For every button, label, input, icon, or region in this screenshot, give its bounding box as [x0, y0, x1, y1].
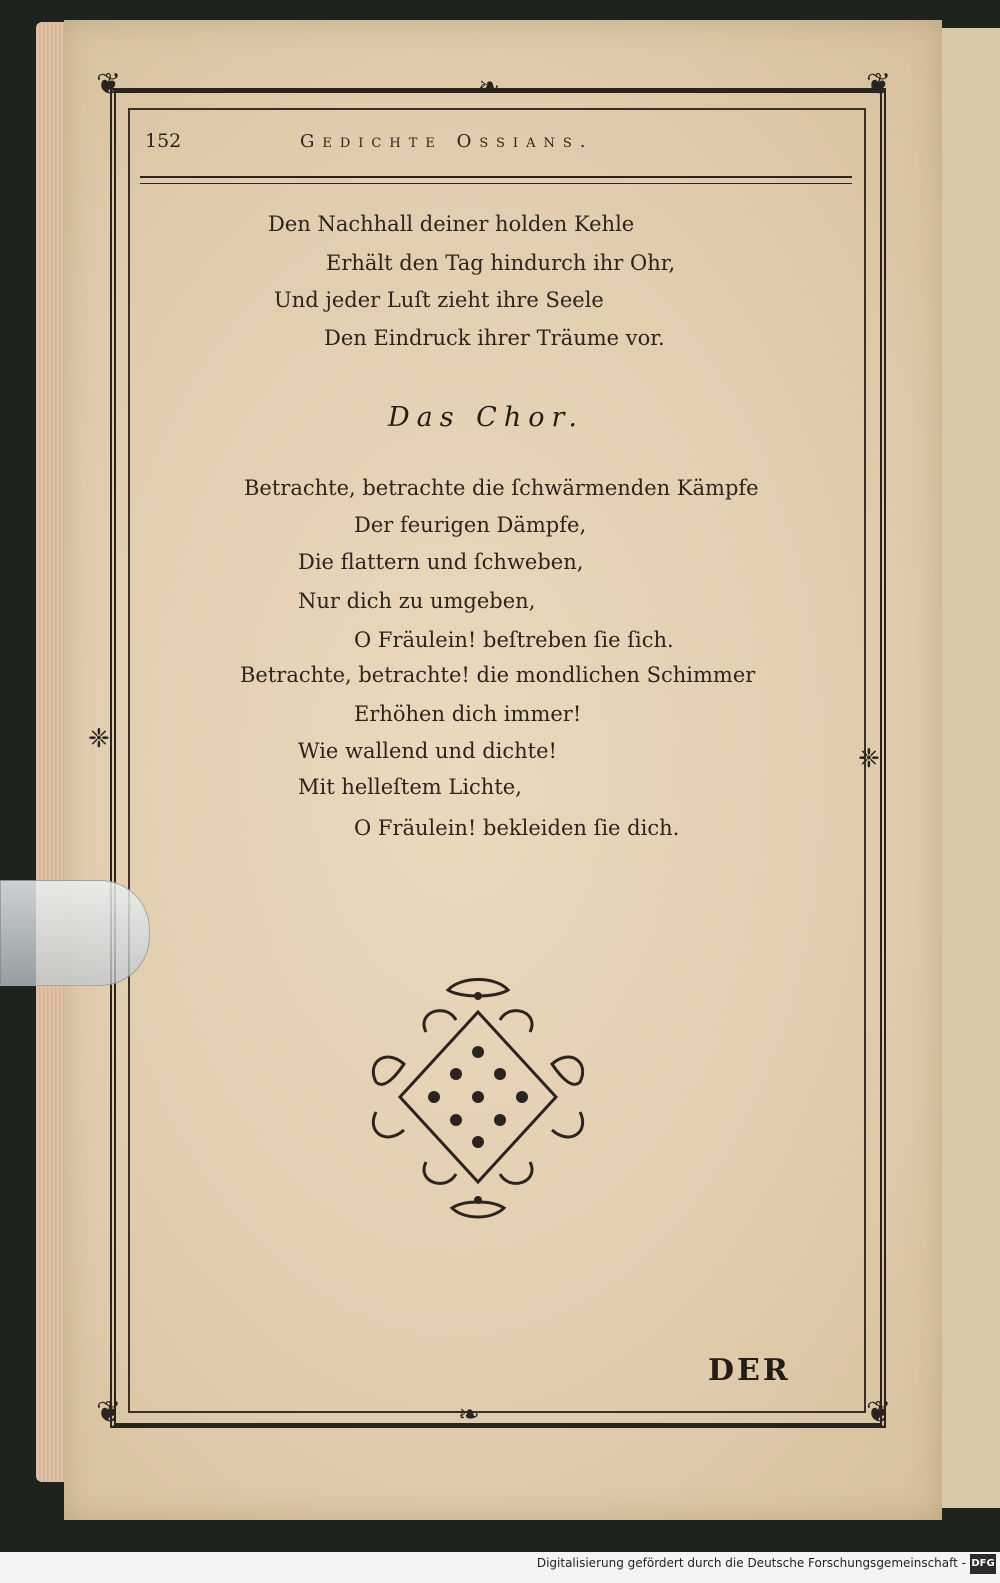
verse-line: Wie wallend und dichte! [298, 739, 557, 763]
verse-line: Erhält den Tag hindurch ihr Ohr, [326, 251, 676, 275]
top-center-ornament-icon: ❧ [478, 72, 500, 102]
verse-line: Der feurigen Dämpfe, [354, 513, 587, 537]
corner-ornament-icon: ❦ [96, 67, 122, 102]
corner-ornament-icon: ❦ [96, 1395, 122, 1430]
verse-line: Betrachte, betrachte die ſchwärmenden Kämpfe [244, 476, 759, 500]
verse-line: Den Nachhall deiner holden Kehle [268, 212, 635, 236]
bottom-center-ornament-icon: ❧ [458, 1400, 480, 1430]
verse-line: Die flattern und ſchweben, [298, 550, 584, 574]
floral-vignette-icon [356, 972, 600, 1222]
verse-line: O Fräulein! bekleiden ſie dich. [354, 816, 680, 840]
verse-line: Erhöhen dich immer! [354, 702, 582, 726]
header-rule [140, 176, 852, 184]
verse-line: Mit helleſtem Lichte, [298, 775, 522, 799]
page-number: 152 [145, 130, 182, 152]
right-side-ornament-icon: ❈ [858, 744, 880, 774]
verse-line: Den Eindruck ihrer Träume vor. [324, 326, 665, 350]
corner-ornament-icon: ❦ [866, 1395, 892, 1430]
left-side-ornament-icon: ❈ [88, 724, 110, 754]
verse-line: Betrachte, betrachte! die mondlichen Schimmer [240, 663, 756, 687]
footer-credit: Digitalisierung gefördert durch die Deutsche Forschungsgemeinschaft - [536, 1556, 966, 1570]
dfg-logo: DFG [970, 1554, 996, 1574]
chorus-heading: Das Chor. [388, 402, 585, 433]
catchword: DER [708, 1353, 791, 1388]
running-head: Gedichte Ossians. [300, 131, 594, 152]
verse-line: Nur dich zu umgeben, [298, 589, 536, 613]
verse-line: O Fräulein! beſtreben ſie ſich. [354, 628, 674, 652]
corner-ornament-icon: ❦ [866, 67, 892, 102]
verse-line: Und jeder Luſt zieht ihre Seele [274, 288, 604, 312]
page-clip [0, 880, 150, 986]
facing-page-edge [936, 28, 1000, 1508]
